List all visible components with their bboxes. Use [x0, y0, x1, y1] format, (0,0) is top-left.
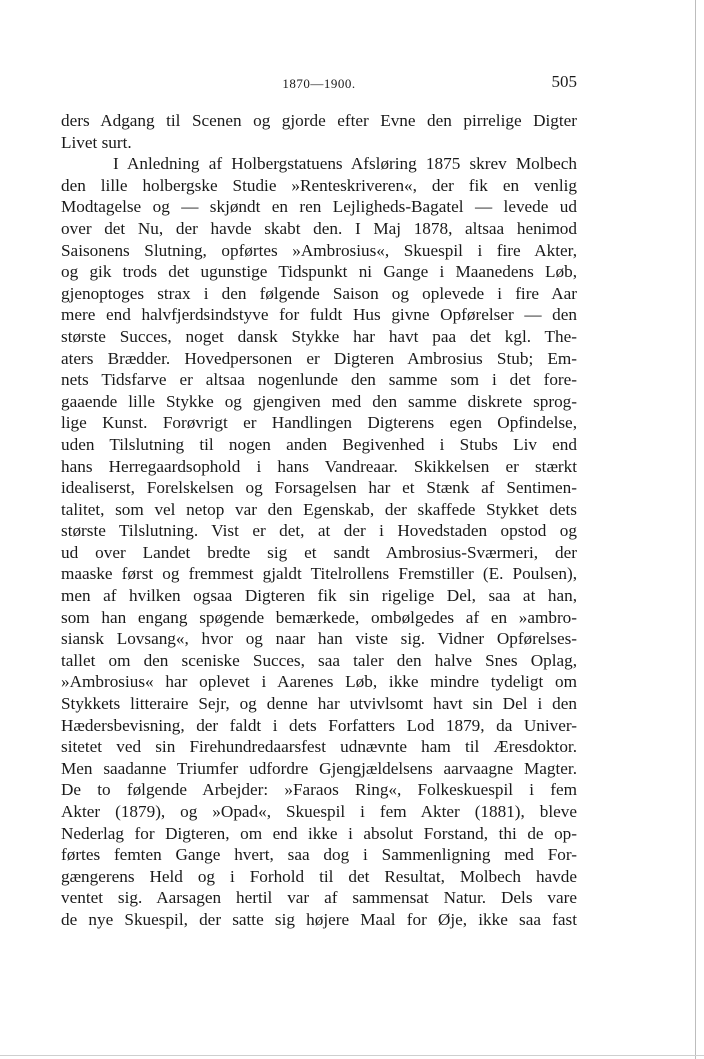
text-line: ventet sig. Aarsagen hertil var af sammensat Natur. Dels vare [61, 888, 577, 908]
text-line: talitet, som vel netop var den Egenskab, der skaffede Stykket dets [61, 499, 577, 519]
text-line: over det Nu, der havde skabt den. I Maj 1878, altsaa henimod [61, 218, 577, 238]
text-line: Saisonens Slutning, opførtes »Ambrosius«, Skuespil i fire Akter, [61, 240, 577, 260]
text-line: lige Kunst. Forøvrigt er Handlingen Digterens egen Opfindelse, [61, 413, 577, 433]
text-line: gjenoptoges strax i den følgende Saison og oplevede i fire Aar [61, 283, 577, 303]
text-line: maaske først og fremmest gjaldt Titelrollens Fremstiller (E. Poulsen), [61, 564, 577, 584]
text-line: mere end halvfjerdsindstyve for fuldt Hus givne Opførelser — den [61, 305, 577, 325]
text-line: aters Brædder. Hovedpersonen er Digteren Ambrosius Stub; Em- [61, 348, 577, 368]
text-line: største Succes, noget dansk Stykke har havt paa det kgl. The- [61, 326, 577, 346]
running-title: 1870—1900. [282, 76, 356, 91]
text-line: »Ambrosius« har oplevet i Aarenes Løb, ikke mindre tydeligt om [61, 672, 577, 692]
text-line: gængerens Held og i Forhold til det Resultat, Molbech havde [61, 866, 577, 886]
text-line: uden Tilslutning til nogen anden Begivenhed i Stubs Liv end [61, 434, 577, 454]
text-line: idealiserst, Forelskelsen og Forsagelsen har et Stænk af Sentimen- [61, 478, 577, 498]
text-line: den lille holbergske Studie »Renteskriveren«, der fik en venlig [61, 175, 577, 195]
text-line: Modtagelse og — skjøndt en ren Lejligheds-Bagatel — levede ud [61, 197, 577, 217]
text-line: siansk Lovsang«, hvor og naar han viste sig. Vidner Opførelses- [61, 629, 577, 649]
text-line: Men saadanne Triumfer udfordre Gjengjældelsens aarvaagne Magter. [61, 758, 577, 778]
page-edge-bottom [0, 1055, 704, 1056]
text-line: Hædersbevisning, der faldt i dets Forfatters Lod 1879, da Univer- [61, 715, 577, 735]
text-line: ders Adgang til Scenen og gjorde efter Evne den pirrelige Digter [61, 111, 577, 130]
text-line: Nederlag for Digteren, om end ikke i absolut Forstand, thi de op- [61, 823, 577, 843]
running-head [61, 72, 577, 94]
text-line: gaaende lille Stykke og gjengiven med den samme diskrete sprog- [61, 391, 577, 411]
text-line: tallet om den sceniske Succes, saa taler den halve Snes Oplag, [61, 650, 577, 670]
text-line: men af hvilken ogsaa Digteren fik sin rigelige Del, saa at han, [61, 586, 577, 606]
page-edge-right [695, 0, 696, 1059]
text-line: Livet surt. [61, 132, 132, 152]
text-line: de nye Skuespil, der satte sig højere Maal for Øje, ikke saa fast [61, 909, 577, 929]
text-line: Akter (1879), og »Opad«, Skuespil i fem Akter (1881), bleve [61, 802, 577, 821]
text-line: Stykkets litteraire Sejr, og denne har utvivlsomt havt sin Del i den [61, 694, 577, 714]
text-line: sitetet ved sin Firehundredaarsfest udnævnte ham til Æresdoktor. [61, 737, 577, 757]
text-line: hans Herregaardsophold i hans Vandreaar. Skikkelsen er stærkt [61, 456, 577, 476]
text-line: nets Tidsfarve er altsaa nogenlunde den samme som i det fore- [61, 370, 577, 390]
text-line: største Tilslutning. Vist er det, at der i Hovedstaden opstod og [61, 521, 577, 541]
text-line: som han engang spøgende bemærkede, ombølgedes af en »ambro- [61, 607, 577, 627]
text-line: ud over Landet bredte sig et sandt Ambrosius-Sværmeri, der [61, 542, 577, 562]
body-text [61, 110, 577, 931]
text-line: og gik trods det ugunstige Tidspunkt ni Gange i Maanedens Løb, [61, 262, 577, 282]
text-line: førtes femten Gange hvert, saa dog i Sammenligning med For- [61, 845, 577, 865]
text-line: I Anledning af Holbergstatuens Afsløring 1875 skrev Molbech [113, 154, 577, 174]
page-number: 505 [551, 72, 577, 91]
text-line: De to følgende Arbejder: »Faraos Ring«, Folkeskuespil i fem [61, 780, 577, 800]
